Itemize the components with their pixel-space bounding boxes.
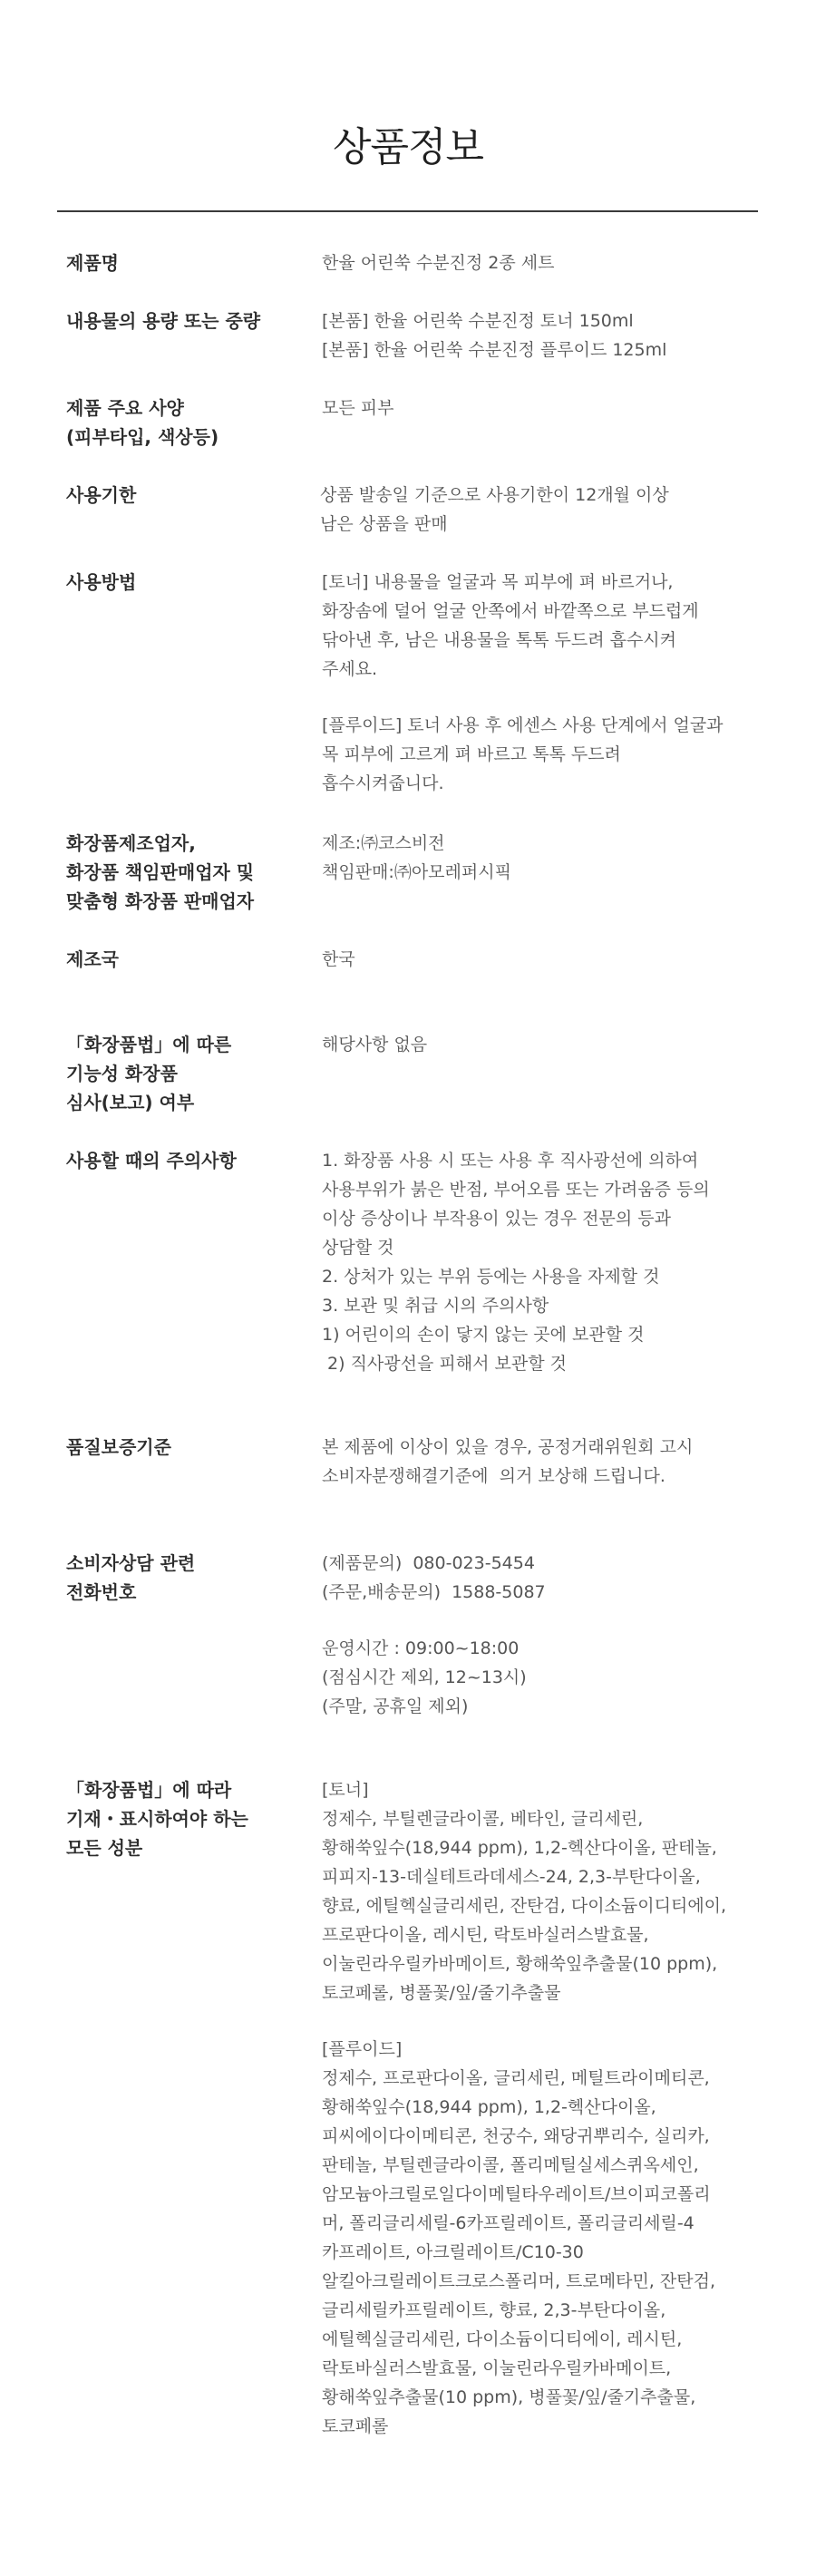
row-label: 화장품제조업자, 화장품 책임판매업자 및 맞춤형 화장품 판매업자 (66, 832, 255, 912)
row-value: 본 제품에 이상이 있을 경우, 공정거래위원회 고시 소비자분쟁해결기준에 의거 보상해 드립니다. (322, 1437, 694, 1486)
row-value: 한율 어린쑥 수분진정 2종 세트 (322, 253, 555, 273)
product-inquiry-phone: (제품문의) 080-023-5454 (322, 1553, 535, 1573)
operating-hours: 운영시간 : 09:00~18:00 (322, 1638, 520, 1658)
row-label: 제품명 (66, 252, 119, 274)
row-value: 한국 (322, 949, 355, 969)
row-label: 품질보증기준 (66, 1436, 171, 1458)
row-value: 상품 발송일 기준으로 사용기한이 12개월 이상 남은 상품을 판매 (320, 485, 669, 534)
page-title: 상품정보 (332, 124, 483, 170)
row-label: 사용기한 (66, 484, 137, 506)
row-value: [본품] 한율 어린쑥 수분진정 토너 150ml [본품] 한율 어린쑥 수분진정 플루이드 125ml (322, 311, 667, 360)
row-value: [토너] 정제수, 부틸렌글라이콜, 베타인, 글리세린, 황해쑥잎수(18,944 ppm), 1,2-헥산다이올, 판테놀, 피피지-13-데실테트라데세스-24, 2,3-부탄다이올, 향료, 에틸헥실글리세린, 잔탄검, 다이소듐이디티에이, 프로판다이올, 레시틴, 락토바실러스발효물, 이눌린라우릴카바메이트, 황해쑥잎추출물(10 ppm), 토코페롤, 병풀꽃/잎/줄기추출물 [플루이드] 정제수, 프로판다이올, 글리세린, 메틸트라이메티콘, 황해쑥잎수(18,944 ppm), 1,2-헥산다이올, 피씨에이다이메티콘, 천궁수, 왜당귀뿌리수, 실리카, 판테놀, 부틸렌글라이콜, 폴리메틸실세스퀴옥세인, 암모늄아크릴로일다이메틸타우레이트/브이피코폴리 머, 폴리글리세릴-6카프릴레이트, 폴리글리세릴-4 카프레이트, 아크릴레이트/C10-30 알킬아크릴레이트크로스폴리머, 트로메타민, 잔탄검, 글리세릴카프릴레이트, 향료, 2,3-부탄다이올, 에틸헥실글리세린, 다이소듐이디티에이, 레시틴, 락토바실러스발효물, 이눌린라우릴카바메이트, 황해쑥잎추출물(10 ppm), 병풀꽃/잎/줄기추출물, 토코페롤 (322, 1780, 727, 2436)
title-divider (57, 210, 758, 212)
row-value: (제품문의) 080-023-5454 (주문,배송문의) 1588-5087 운영시간 : 09:00~18:00 (점심시간 제외, 12~13시) (주말, 공휴일 제외) (322, 1549, 766, 1721)
row-value: [토너] 내용물을 얼굴과 목 피부에 펴 바르거나, 화장솜에 덜어 얼굴 안쪽에서 바깥쪽으로 부드럽게 닦아낸 후, 남은 내용물을 톡톡 두드려 흡수시켜 주세요. [플루이드] 토너 사용 후 에센스 사용 단계에서 얼굴과 목 피부에 고르게 펴 바르고 톡톡 두드려 흡수시켜줍니다. (322, 572, 724, 793)
row-value: 제조:㈜코스비전 책임판매:㈜아모레퍼시픽 (322, 833, 511, 882)
row-label: 내용물의 용량 또는 중량 (66, 310, 261, 332)
row-label: 「화장품법」에 따라 기재・표시하여야 하는 모든 성분 (66, 1779, 248, 1859)
row-label: 「화장품법」에 따른 기능성 화장품 심사(보고) 여부 (66, 1034, 232, 1113)
row-label: 제품 주요 사양 (피부타입, 색상등) (66, 397, 219, 448)
row-label: 소비자상담 관련 전화번호 (66, 1552, 196, 1603)
row-value: 해당사항 없음 (322, 1035, 428, 1055)
order-inquiry-phone: (주문,배송문의) 1588-5087 (322, 1582, 546, 1602)
row-value: 1. 화장품 사용 시 또는 사용 후 직사광선에 의하여 사용부위가 붉은 반점, 부어오름 또는 가려움증 등의 이상 증상이나 부작용이 있는 경우 전문의 등과 상담할 것 2. 상처가 있는 부위 등에는 사용을 자제할 것 3. 보관 및 취급 시의 주의사항 1) 어린이의 손이 닿지 않는 곳에 보관할 것 2) 직사광선을 피해서 보관할 것 (322, 1151, 710, 1374)
row-value: 모든 피부 (322, 398, 394, 418)
row-label: 제조국 (66, 948, 119, 970)
row-label: 사용할 때의 주의사항 (66, 1150, 237, 1171)
row-label: 사용방법 (66, 571, 137, 593)
